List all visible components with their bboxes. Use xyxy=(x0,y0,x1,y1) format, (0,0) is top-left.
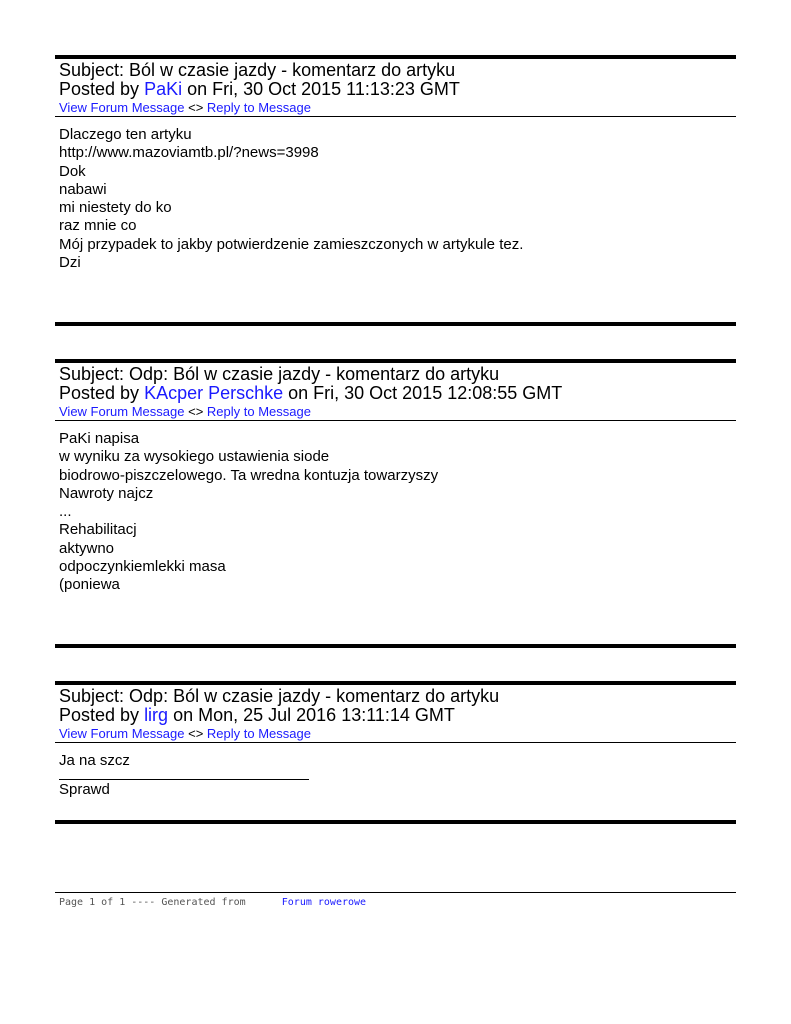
post-body-line: nabawi xyxy=(59,180,107,198)
post-top-divider xyxy=(55,681,736,685)
view-forum-message-link[interactable]: View Forum Message xyxy=(59,100,185,115)
reply-to-message-link[interactable]: Reply to Message xyxy=(206,726,311,741)
post-body-line: http://www.mazoviamtb.pl/?news=3998 xyxy=(59,144,319,162)
reply-to-message-link[interactable]: Reply to Message xyxy=(206,404,311,419)
post-body xyxy=(55,752,736,800)
post-body-line: aktywno xyxy=(59,539,115,557)
post-date: on Fri, 30 Oct 2015 12:08:55 GMT xyxy=(283,383,563,403)
post-body-line: PaKi napisa xyxy=(59,430,140,447)
posted-by-label: Posted by xyxy=(59,79,145,99)
post-author-link[interactable]: PaKi xyxy=(144,79,183,99)
view-forum-message-link[interactable]: View Forum Message xyxy=(59,404,185,419)
post-body-line: ... xyxy=(59,503,72,521)
post-body-line: mi niestety do ko xyxy=(59,199,172,217)
footer-page-info: Page 1 of 1 ---- Generated from xyxy=(59,897,282,908)
footer-divider xyxy=(55,892,736,893)
post-byline xyxy=(55,384,736,403)
forum-site-link[interactable]: Forum rowerowe xyxy=(281,897,367,908)
post-body-line: Rehabilitacj xyxy=(59,521,137,539)
forum-post xyxy=(55,359,736,595)
signature-divider xyxy=(59,770,309,780)
post-header-divider xyxy=(55,420,736,421)
post-body-line: odpoczynkiemlekki masa xyxy=(59,558,226,576)
page-footer xyxy=(55,892,736,908)
post-body xyxy=(55,430,736,595)
post-body-line: Mój przypadek to jakby potwierdzenie zamieszczonych w artykule tez. xyxy=(59,235,524,253)
post-subject: Subject: Odp: Ból w czasie jazdy - komentarz do artyku xyxy=(59,364,500,384)
post-date: on Mon, 25 Jul 2016 13:11:14 GMT xyxy=(168,705,455,725)
view-forum-message-link[interactable]: View Forum Message xyxy=(59,726,185,741)
post-byline xyxy=(55,80,736,99)
post-subject: Subject: Ból w czasie jazdy - komentarz do artyku xyxy=(59,60,456,80)
post-bottom-divider xyxy=(55,820,736,824)
post-top-divider xyxy=(55,55,736,59)
post-body-line: biodrowo-piszczelowego. Ta wredna kontuzja towarzyszy xyxy=(59,466,439,484)
post-body-line: Nawroty najcz xyxy=(59,484,154,502)
post-body-line: Ja na szcz xyxy=(59,752,130,769)
post-bottom-divider xyxy=(55,322,736,326)
post-bottom-divider xyxy=(55,644,736,648)
post-header-divider xyxy=(55,742,736,743)
post-body xyxy=(55,126,736,272)
post-date: on Fri, 30 Oct 2015 11:13:23 GMT xyxy=(182,79,460,99)
post-body-line: (poniewa xyxy=(59,576,120,594)
post-actions xyxy=(55,725,736,742)
post-author-link[interactable]: lirg xyxy=(144,705,169,725)
post-actions xyxy=(55,99,736,116)
post-body-line: w wyniku za wysokiego ustawienia siode xyxy=(59,448,330,466)
post-subject: Subject: Odp: Ból w czasie jazdy - komentarz do artyku xyxy=(59,686,500,706)
links-separator: <> xyxy=(184,726,207,741)
forum-post xyxy=(55,681,736,800)
links-separator: <> xyxy=(184,404,207,419)
post-actions xyxy=(55,403,736,420)
post-body-line: Dok xyxy=(59,162,86,180)
posted-by-label: Posted by xyxy=(59,383,145,403)
post-byline xyxy=(55,706,736,725)
posted-by-label: Posted by xyxy=(59,705,145,725)
post-body-line: Dlaczego ten artyku xyxy=(59,126,192,143)
post-author-link[interactable]: KAcper Perschke xyxy=(144,383,284,403)
post-header-divider xyxy=(55,116,736,117)
footer-generated-text xyxy=(55,897,736,908)
post-body-line: Dzi xyxy=(59,254,81,272)
post-body-line: raz mnie co xyxy=(59,217,137,235)
forum-post xyxy=(55,55,736,272)
links-separator: <> xyxy=(184,100,207,115)
post-top-divider xyxy=(55,359,736,363)
post-signature-line: Sprawd xyxy=(59,781,110,799)
reply-to-message-link[interactable]: Reply to Message xyxy=(206,100,311,115)
